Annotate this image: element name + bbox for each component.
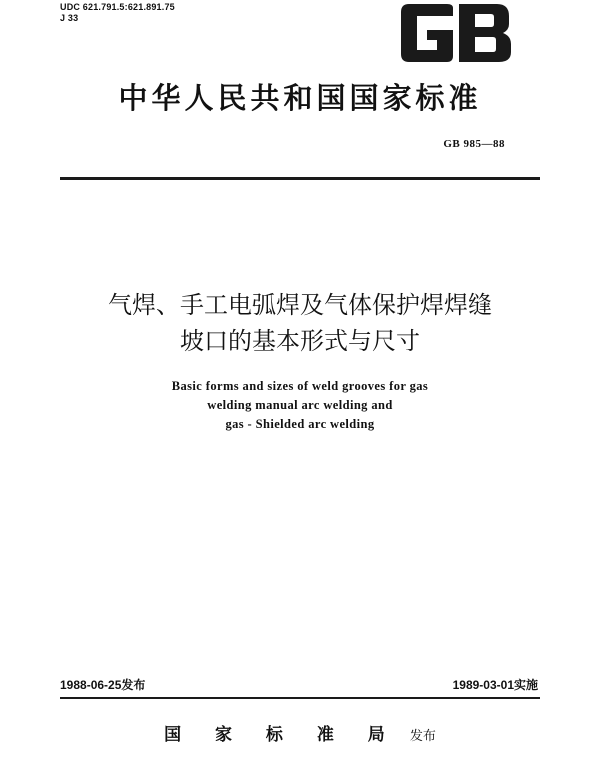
footer-divider: [60, 697, 540, 699]
issuing-body: 国 家 标 准 局: [164, 725, 399, 745]
english-title-line-2: welding manual arc welding and: [207, 398, 393, 412]
national-standard-heading: 中华人民共和国国家标准: [118, 81, 482, 115]
gb-logo-icon: [397, 2, 515, 64]
header-divider: [60, 177, 540, 180]
chinese-title: [0, 287, 600, 359]
header-codes: [60, 2, 175, 24]
issue-date: 1988-06-25发布: [60, 678, 146, 692]
standard-number: GB 985—88: [443, 138, 505, 150]
english-title-line-1: Basic forms and sizes of weld grooves for gas: [171, 379, 429, 393]
chinese-title-line-2: 坡口的基本形式与尺寸: [180, 327, 420, 355]
publisher: [0, 720, 600, 745]
english-title-line-3: gas - Shielded arc welding: [225, 417, 375, 431]
implementation-date: 1989-03-01实施: [452, 678, 538, 692]
udc-code: UDC 621.791.5:621.891.75: [60, 2, 175, 12]
english-title: [0, 377, 600, 434]
issued-label: 发布: [409, 729, 436, 744]
chinese-title-line-1: 气焊、手工电弧焊及气体保护焊焊缝: [108, 291, 492, 319]
classification-code: J 33: [60, 13, 79, 23]
